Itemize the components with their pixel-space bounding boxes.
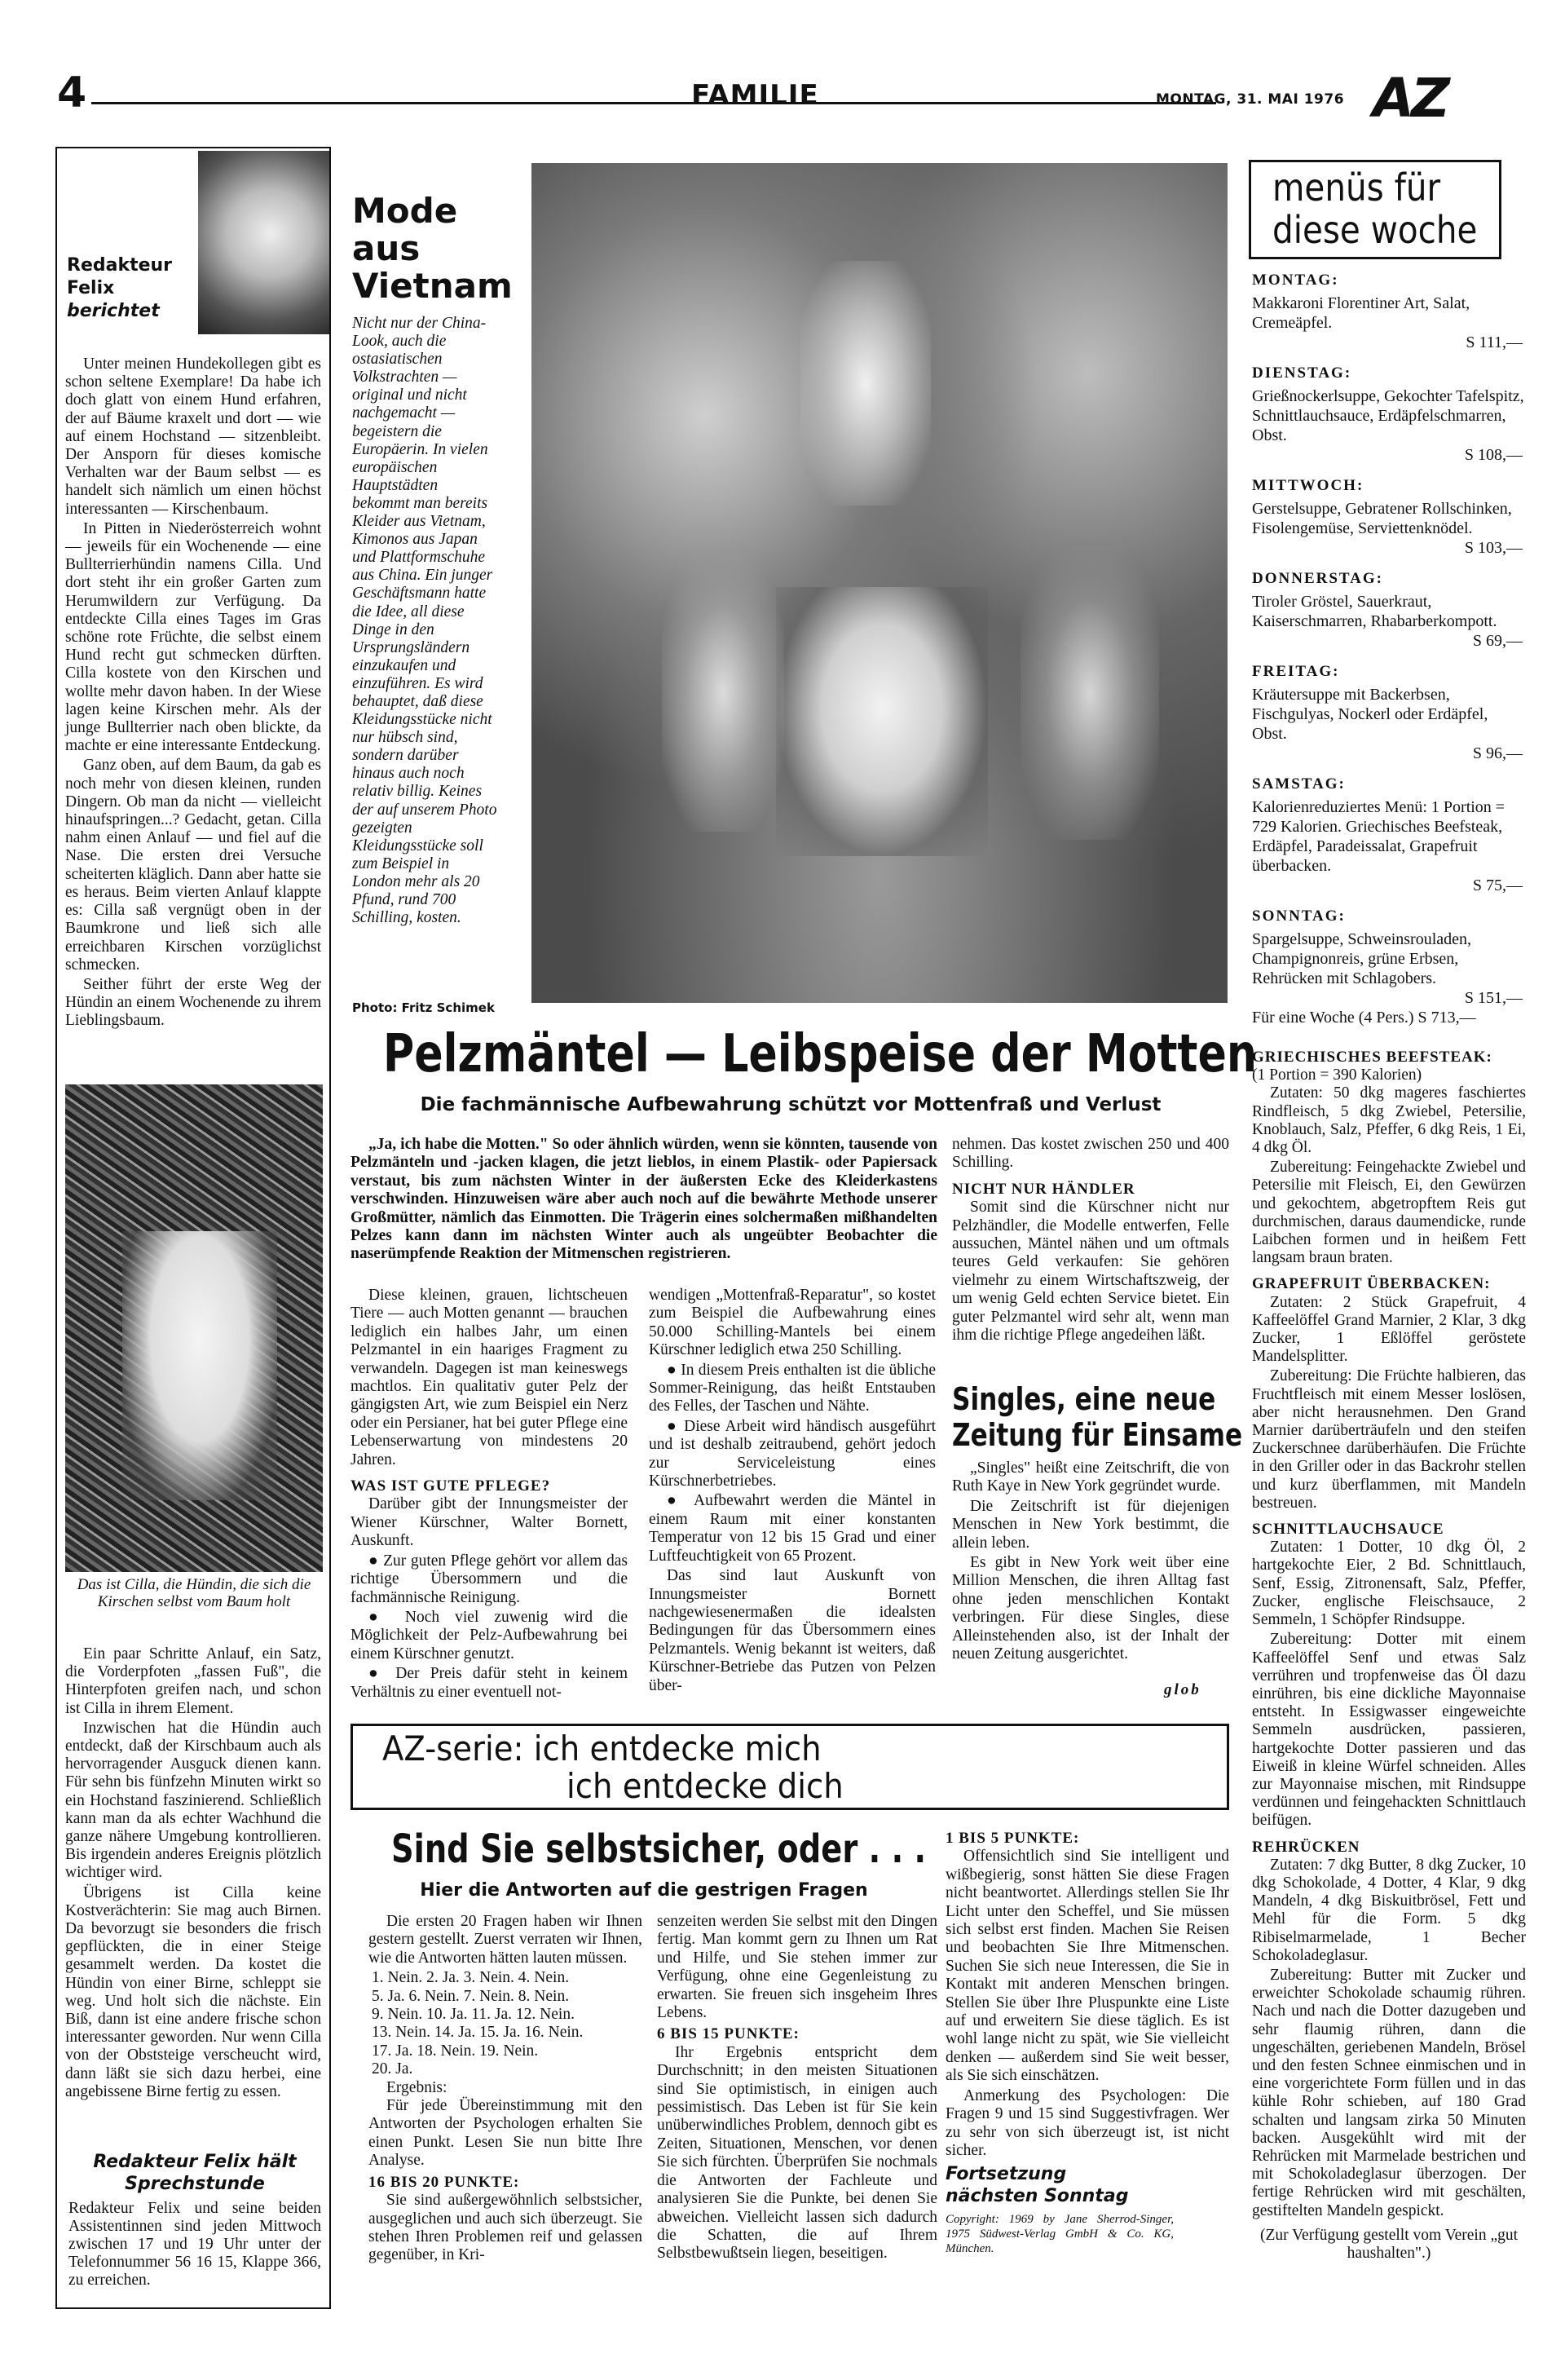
- serie-headline: Sind Sie selbstsicher, oder . . .: [391, 1826, 927, 1872]
- serie-label-6-15: 6 BIS 15 PUNKTE:: [657, 2025, 800, 2043]
- mode-headline-line-3: Vietnam: [352, 266, 513, 306]
- recipe: [1252, 1521, 1526, 1830]
- pelz-bullet: ● Diese Arbeit wird händisch ausgeführt und ist deshalb zeitraubend, gehört jedoch zur Serviceleistung eines Kürschnerbetriebes.: [649, 1418, 936, 1491]
- pelz-bullet: ● In diesem Preis enthalten ist die übliche Sommer-Reinigung, das heißt Entstauben des Felles, der Taschen und Nähte.: [649, 1362, 936, 1416]
- menu-dish: Kalorienreduziertes Menü: 1 Portion = 729 Kalorien. Griechisches Beefsteak, Erdäpfel, Paradeissalat, Grapefruit überbacken.: [1252, 798, 1505, 875]
- section-title: FAMILIE: [691, 79, 819, 112]
- serie-paragraph: Ihr Ergebnis entspricht dem Durchschnitt; in den meisten Situationen sind Sie optimistisch, in einigen auch pessimistisch. Das Leben ist für Sie kein unüberwindliches Problem, dennoch gibt es Zeiten, Situationen, Menschen, vor denen Sie sich fürchten. Überprüfen Sie nochmals die Antworten der Fachleute und analysieren Sie die Punkte, bei denen Sie abweichen. Vielleicht lassen sich dadurch die Schatten, die auf Ihrem Selbstbewußtsein liegen, beseitigen.: [657, 2043, 937, 2263]
- menu-day: [1252, 907, 1526, 1008]
- sprechstunde-text: Redakteur Felix und seine beiden Assistentinnen sind jeden Mittwoch zwischen 17 und 19 Uhr unter der Telefonnummer 56 16 15, Klappe 366, zu erreichen.: [68, 2200, 321, 2289]
- serie-answer-line: 20. Ja.: [372, 2060, 413, 2078]
- serie-paragraph: Offensichtlich sind Sie intelligent und wißbegierig, sonst hätten Sie diese Fragen nicht beantwortet. Allerdings stellen Sie Ihr Licht unter den Scheffel, und Sie müssen sich selbst erst finden. Machen Sie Reisen und beobachten Sie Ihre Mitmenschen. Suchen Sie sich neue Interessen, die Sie in Kontakt mit anderen Menschen bringen. Stellen Sie über Ihre Pluspunkte eine Liste auf und erweitern Sie diese täglich. Es ist wohl lange nicht zu spät, wie Sie vielleicht denken — außerdem sind Sie weit besser, als Sie sich einschätzen.: [946, 1848, 1229, 2085]
- header-rule: [91, 102, 1216, 104]
- pelz-paragraph: Das sind laut Auskunft von Innungsmeister Bornett nachgewiesenermaßen die idealsten Bedingungen für das Übersommern eines Pelzmantels. Wenig bekannt ist weiters, daß Kürschner-Betriebe das Putzen von Pelzen über-: [649, 1567, 936, 1694]
- recipes-footnote: (Zur Verfügung gestellt vom Verein „gut haushalten".): [1259, 2226, 1519, 2262]
- menu-dish: Grießnockerlsuppe, Gekochter Tafelspitz, Schnittlauchsauce, Erdäpfelschmarren, Obst.: [1252, 387, 1524, 444]
- pelz-lead: „Ja, ich habe die Motten." So oder ähnlich würden, wenn sie könnten, tausende von Pelzmänteln und -jacken klagen, die jetzt lieblos, in einem Plastik- oder Papiersack verstaut, bis zum nächsten Winter in der äußersten Ecke des Kleiderkastens verschwinden. Hinzuweisen wäre aber auch noch auf die bewährte Methode unserer Großmütter, nämlich das Einmotten. Die Trägerin eines solchermaßen mißhandelten Pelzes kann dann im nächsten Winter auch als ungeübter Beobachter die naserümpfende Reaktion der Mitmenschen registrieren.: [350, 1136, 937, 1263]
- felix-paragraph: Seither führt der erste Weg der Hündin an einem Wochenende zu ihrem Lieblingsbaum.: [65, 975, 321, 1030]
- recipe-note: (1 Portion = 390 Kalorien): [1252, 1066, 1422, 1084]
- menu-price: S 96,—: [1472, 744, 1523, 762]
- recipe-title: GRAPEFRUIT ÜBERBACKEN:: [1252, 1275, 1491, 1293]
- sprechstunde-title: Redakteur Felix hält Sprechstunde: [93, 2152, 297, 2194]
- serie-label-1-5: 1 BIS 5 PUNKTE:: [946, 1830, 1080, 1847]
- singles-paragraph: „Singles" heißt eine Zeitschrift, die von Ruth Kaye in New York gegründet wurde.: [952, 1459, 1229, 1495]
- menus-title-box: [1249, 160, 1501, 259]
- pelz-paragraph: wendigen „Mottenfraß-Reparatur", so kostet zum Beispiel die Aufbewahrung eines 50.000 Schilling-Mantels bei einem Kürschner lediglich etwa 250 Schilling.: [649, 1287, 936, 1359]
- pelz-bullet: ● Aufbewahrt werden die Mäntel in einem Raum mit einer konstanten Temperatur von 12 bis 15 Grad und einer Luftfeuchtigkeit von 65 Prozent.: [649, 1492, 936, 1565]
- serie-column-2: [657, 1913, 937, 2265]
- menu-day: [1252, 476, 1526, 558]
- menu-day-label: SONNTAG:: [1252, 907, 1346, 925]
- felix-article-body: [65, 355, 321, 1032]
- recipe-zutaten: Zutaten: 50 dkg mageres faschiertes Rindfleisch, 5 dkg Zwiebel, Petersilie, Knoblauch, Salz, Pfeffer, 6 dkg Reis, 1 Ei, 4 dkg Öl.: [1252, 1084, 1526, 1157]
- menu-day: [1252, 569, 1526, 651]
- serie-answer-line: 9. Nein. 10. Ja. 11. Ja. 12. Nein.: [372, 2006, 575, 2024]
- serie-paragraph: Sie sind außergewöhnlich selbstsicher, ausgeglichen und auch sich überzeugt. Sie stehen Ihren Problemen reif und gelassen gegenüber, in Kri-: [368, 2192, 642, 2264]
- serie-answer-line: 13. Nein. 14. Ja. 15. Ja. 16. Nein.: [372, 2024, 584, 2042]
- menu-price: S 75,—: [1472, 876, 1523, 894]
- pelz-bullet: ● Noch viel zuwenig wird die Möglichkeit der Pelz-Aufbewahrung bei einem Kürschner genutzt.: [350, 1609, 628, 1663]
- recipe-title: REHRÜCKEN: [1252, 1838, 1360, 1856]
- recipe-zubereitung: Zubereitung: Feingehackte Zwiebel und Petersilie mit Fleisch, Ei, den Gewürzen und gekochtem, abgetropftem Reis gut durchmischen, daraus daumendicke, runde Laibchen formen und in heißem Fett langsam braun braten.: [1252, 1159, 1526, 1267]
- recipe-title: SCHNITTLAUCHSAUCE: [1252, 1521, 1444, 1539]
- cilla-dog-photo: [65, 1084, 323, 1572]
- recipe: [1252, 1839, 1526, 2220]
- serie-banner: [350, 1724, 1229, 1810]
- pelz-subhead-pflege: WAS IST GUTE PFLEGE?: [350, 1477, 551, 1495]
- pelz-paragraph: Somit sind die Kürschner nicht nur Pelzhändler, die Modelle entwerfen, Felle aussuchen, Mäntel nähen und um oftmals teures Geld verkaufen: Sie gehören vielmehr zu einem Wirtschaftszweig, der um wenig Geld echten Service bietet. Ein guter Pelzmantel wird sehr alt, wenn man ihm die richtige Pflege angedeihen läßt.: [952, 1199, 1229, 1345]
- menus-title-line-1: menüs für: [1272, 166, 1441, 210]
- menu-dish: Kräutersuppe mit Backerbsen, Fischgulyas, Nockerl oder Erdäpfel, Obst.: [1252, 686, 1488, 743]
- menu-dish: Spargelsuppe, Schweinsrouladen, Champignonreis, grüne Erbsen, Rehrücken mit Schlagobers.: [1252, 930, 1472, 987]
- serie-answer-line: 5. Ja. 6. Nein. 7. Nein. 8. Nein.: [372, 1987, 570, 2005]
- menu-day: [1252, 271, 1526, 352]
- menu-day-label: DONNERSTAG:: [1252, 570, 1383, 587]
- menu-day-label: FREITAG:: [1252, 663, 1340, 680]
- pelz-subhead: Die fachmännische Aufbewahrung schützt vor Mottenfraß und Verlust: [420, 1094, 1162, 1115]
- mode-article-text: Nicht nur der China-Look, auch die ostasiatischen Volkstrachten — original und nicht nachgemacht — begeistern die Europäerin. In vielen europäischen Hauptstädten bekommt man bereits Kleider aus Vietnam, Kimonos aus Japan und Plattformschuhe aus China. Ein junger Geschäftsmann hatte die Idee, all diese Dinge in den Ursprungsländern einzukaufen und einzuführen. Es wird behauptet, daß diese Kleidungsstücke nicht nur hübsch sind, sondern darüber hinaus auch noch relativ billig. Keines der auf unserem Photo gezeigten Kleidungsstücke soll zum Beispiel in London mehr als 20 Pfund, rund 700 Schilling, kosten.: [352, 315, 497, 927]
- recipe-zubereitung: Zubereitung: Dotter mit einem Kaffeelöffel Senf und etwas Salz verrühren und tropfenweise das Öl dazu einrühren, bis eine dickliche Mayonnaise entsteht. In Essigwasser eingeweichte Semmeln ausdrücken, passieren, hartgekochte Dotter passieren und das Eiweiß in kleine Würfel schneiden. Alles zur Mayonnaise mischen, mit Rindsuppe verdünnen und feingehackten Schnittlauch beifügen.: [1252, 1631, 1526, 1830]
- felix-paragraph: Unter meinen Hundekollegen gibt es schon seltene Exemplare! Da habe ich doch glatt von einem Hund erfahren, der auf Bäume kraxelt und dort — wie auf einem Hochstand — sitzenbleibt. Der Ansporn für dieses komische Verhalten war der Baum selbst — es handelt sich nämlich um einen höchst interessanten — Kirschenbaum.: [65, 355, 321, 518]
- recipe-title: GRIECHISCHES BEEFSTEAK:: [1252, 1049, 1492, 1066]
- recipe-zubereitung: Zubereitung: Butter mit Zucker und erweichter Schokolade schaumig rühren. Nach und nach die Dotter dazugeben und sehr flaumig rühren, dann die ungeschälten, geriebenen Mandeln, Brösel und den festen Schnee einmischen und in eine vorgerichtete Form füllen und in das kühle Rohr schieben, auf 180 Grad schalten und langsam zirka 50 Minuten backen. Ausgekühlt wird mit der Rehrücken mit Marmelade bestrichen und mit Schokoladeglasur überzogen. Der fertige Rehrücken wird mit geschälten, gestiftelten Mandeln gespickt.: [1252, 1966, 1526, 2219]
- felix-kicker-line-1: Redakteur: [67, 255, 173, 276]
- pelz-bullet: ● Der Preis dafür steht in keinem Verhältnis zu einer eventuell not-: [350, 1665, 628, 1702]
- mode-headline-line-1: Mode: [352, 191, 458, 231]
- felix-dog-portrait: [198, 151, 329, 334]
- menu-list: [1252, 259, 1526, 1027]
- recipes: [1252, 1049, 1526, 2264]
- menu-day-label: MONTAG:: [1252, 272, 1339, 289]
- pelz-paragraph: Diese kleinen, grauen, lichtscheuen Tiere — auch Motten genannt — brauchen lediglich ein halbes Jahr, um einen Pelzmantel in ein haariges Fragment zu verwandeln. Dagegen ist man keineswegs machtlos. Ein qualitativ guter Pelz der gängigsten Art, wie zum Beispiel ein Nerz oder ein Persianer, hat bei guter Pflege eine Lebenserwartung von mindestens 20 Jahren.: [350, 1287, 628, 1468]
- felix-kicker-line-2: Felix: [67, 278, 115, 298]
- felix-article-body-2: [65, 1645, 321, 2103]
- menu-day-label: SAMSTAG:: [1252, 775, 1346, 793]
- serie-answer-line: 17. Ja. 18. Nein. 19. Nein.: [372, 2042, 539, 2060]
- menu-price: S 151,—: [1464, 989, 1523, 1007]
- pelz-paragraph: Darüber gibt der Innungsmeister der Wiener Kürschner, Walter Bornett, Auskunft.: [350, 1495, 628, 1550]
- serie-ergebnis-label: Ergebnis:: [386, 2078, 447, 2096]
- menu-day: [1252, 662, 1526, 763]
- serie-fortsetzung: Fortsetzung nächsten Sonntag: [946, 2164, 1129, 2207]
- serie-paragraph: Die ersten 20 Fragen haben wir Ihnen gestern gestellt. Zuerst verraten wir Ihnen, wie die Antworten hätten lauten müssen.: [368, 1913, 642, 1967]
- pelz-column-1: [350, 1287, 628, 1703]
- pelz-column-3: [952, 1136, 1229, 1346]
- menu-price: S 103,—: [1464, 539, 1523, 557]
- recipe-zutaten: Zutaten: 7 dkg Butter, 8 dkg Zucker, 10 dkg Schokolade, 4 Dotter, 4 Klar, 9 dkg Mandeln, 4 dkg Biskuitbrösel, Fett und Mehl für die Form. 5 dkg Ribiselmarmelade, 1 Becher Schokoladeglasur.: [1252, 1856, 1526, 1964]
- menu-day: [1252, 775, 1526, 895]
- menus-title-line-2: diese woche: [1272, 208, 1478, 252]
- serie-banner-line-2: ich entdecke dich: [566, 1766, 844, 1806]
- menu-dish: Tiroler Gröstel, Sauerkraut, Kaiserschmarren, Rhabarberkompott.: [1252, 593, 1497, 630]
- serie-paragraph: Anmerkung des Psychologen: Die Fragen 9 und 15 sind Suggestivfragen. Wer zu sehr von sich überzeugt ist, ist nicht sicher.: [946, 2086, 1229, 2159]
- menu-price: S 108,—: [1464, 446, 1523, 464]
- felix-paragraph: Ein paar Schritte Anlauf, ein Satz, die Vorderpfoten „fassen Fuß", die Hinterpfoten greifen nach, und schon ist Cilla in ihrem Element.: [65, 1645, 321, 1717]
- mode-headline-line-2: aus: [352, 228, 421, 268]
- felix-paragraph: Ganz oben, auf dem Baum, da gab es noch mehr von diesen kleinen, runden Dingern. Ob man da nicht — vielleicht hinaufspringen...? Gedacht, getan. Cilla nahm einen Anlauf — und fiel auf die Nase. Die ersten drei Versuche scheiterten kläglich. Dann aber hatte sie es heraus. Beim vierten Anlauf klappte es: Cilla saß vergnügt oben in der Baumkrone und ließ sich alle erreichbaren Kirschen vorzüglichst schmecken.: [65, 757, 321, 974]
- menu-dish: Makkaroni Florentiner Art, Salat, Cremeäpfel.: [1252, 294, 1470, 332]
- serie-paragraph: senzeiten werden Sie selbst mit den Dingen fertig. Man kommt gern zu Ihnen um Rat und Hilfe, und Sie stehen immer zur Verfügung, ohne eine Gegenleistung zu erwarten. Sie freuen sich insgeheim Ihres Lebens.: [657, 1913, 937, 2022]
- pelz-headline: Pelzmäntel — Leibspeise der Motten: [383, 1024, 1257, 1084]
- felix-paragraph: Inzwischen hat die Hündin auch entdeckt, daß der Kirschbaum auch als hervorragender Ausguck dienen kann. Für sehn bis fünfzehn Minuten wirkt so ein Hochstand faszinierend. Schließlich kann man da als echter Wachhund die ganze nähere Umgebung kontrollieren. Bis irgendein anderes Ereignis plötzlich wichtiger wird.: [65, 1719, 321, 1882]
- mode-headline: [352, 192, 513, 305]
- recipe-zutaten: Zutaten: 1 Dotter, 10 dkg Öl, 2 hartgekochte Eier, 2 Bd. Schnittlauch, Senf, Essig, Zitronensaft, Salz, Pfeffer, Zucker, englische Fleischsauce, 2 Semmeln, 1 Schöpfer Rindsuppe.: [1252, 1539, 1526, 1629]
- serie-subhead: Hier die Antworten auf die gestrigen Fragen: [420, 1880, 868, 1901]
- recipe-zubereitung: Zubereitung: Die Früchte halbieren, das Fruchtfleisch mit einem Messer loslösen, aber nicht herausnehmen. Den Grand Marnier darüberträufeln und den steifen Zuckerschnee darüberhäufen. Die Früchte in den Griller oder in das Backrohr stellen und kurz überflammen, mit Mandeln bestreuen.: [1252, 1367, 1526, 1512]
- vietnam-fashion-photo: [531, 163, 1228, 1003]
- menu-price: S 69,—: [1472, 632, 1523, 650]
- pelz-paragraph: nehmen. Das kostet zwischen 250 und 400 Schilling.: [952, 1136, 1229, 1172]
- pelz-bullet: ● Zur guten Pflege gehört vor allem das richtige Übersommern und die fachmännische Reinigung.: [350, 1552, 628, 1607]
- serie-copyright: Copyright: 1969 by Jane Sherrod-Singer, 1975 Südwest-Verlag GmbH & Co. KG, München.: [946, 2213, 1174, 2256]
- menu-dish: Gerstelsuppe, Gebratener Rollschinken, Fisolengemüse, Serviettenknödel.: [1252, 500, 1512, 537]
- serie-paragraph: Für jede Übereinstimmung mit den Antworten der Psychologen erhalten Sie einen Punkt. Lesen Sie nun bitte Ihre Analyse.: [368, 2097, 642, 2170]
- serie-banner-line-1: AZ-serie: ich entdecke mich: [382, 1729, 822, 1768]
- serie-label-16-20: 16 BIS 20 PUNKTE:: [368, 2173, 520, 2191]
- recipe: [1252, 1049, 1526, 1267]
- page-number: 4: [57, 68, 87, 117]
- serie-answer-line: 1. Nein. 2. Ja. 3. Nein. 4. Nein.: [372, 1969, 570, 1987]
- felix-kicker: [67, 254, 172, 323]
- singles-byline: glob: [1164, 1681, 1201, 1698]
- pelz-subhead-haendler: NICHT NUR HÄNDLER: [952, 1180, 1135, 1198]
- photo-credit: Photo: Fritz Schimek: [352, 1000, 495, 1015]
- singles-paragraph: Es gibt in New York weit über eine Million Menschen, die ihren Alltag fast ohne jeden menschlichen Kontakt verbringen. Für diese Singles, diese Alleinstehenden also, ist der Inhalt der neuen Zeitung ausgerichtet.: [952, 1554, 1229, 1663]
- menu-day-label: MITTWOCH:: [1252, 477, 1364, 494]
- recipe: [1252, 1275, 1526, 1512]
- singles-headline-line-2: Zeitung für Einsame: [952, 1417, 1243, 1453]
- menu-price: S 111,—: [1466, 333, 1523, 351]
- singles-headline-line-1: Singles, eine neue: [952, 1381, 1216, 1417]
- menu-week-total: Für eine Woche (4 Pers.) S 713,—: [1252, 1009, 1476, 1027]
- serie-answers: [368, 1969, 642, 2078]
- serie-column-1: [368, 1913, 642, 2267]
- singles-paragraph: Die Zeitschrift ist für diejenigen Menschen in New York bestimmt, die allein leben.: [952, 1497, 1229, 1552]
- az-logo: AZ: [1373, 67, 1447, 130]
- menu-day-label: DIENSTAG:: [1252, 364, 1352, 382]
- singles-body: [952, 1459, 1229, 1665]
- recipe-zutaten: Zutaten: 2 Stück Grapefruit, 4 Kaffeelöffel Grand Marnier, 2 Klar, 3 dkg Zucker, 1 Eßlöffel geröstete Mandelsplitter.: [1252, 1293, 1526, 1366]
- pelz-column-2: [649, 1287, 936, 1697]
- menu-day: [1252, 364, 1526, 465]
- serie-column-3: [946, 1830, 1229, 2258]
- felix-paragraph: In Pitten in Niederösterreich wohnt — jeweils für ein Wochenende — eine Bullterrierhündin namens Cilla. Und dort steht ihr ein großer Garten zum Herumwildern zur Verfügung. Da entdeckte Cilla eines Tages im Gras schöne rote Früchte, die selbst einem Hund recht gut schmecken dürften. Cilla kostete von den Kirschen und wollte mehr davon haben. In der Wiese lagen keine Kirschen mehr. Als der junge Bullterrier nach oben blickte, da machte er eine interessante Entdeckung.: [65, 519, 321, 755]
- issue-date: MONTAG, 31. MAI 1976: [1156, 91, 1345, 108]
- felix-paragraph: Übrigens ist Cilla keine Kostverächterin: Sie mag auch Birnen. Da bevorzugt sie besonders die frisch gepflückten, die in einer Steige gesammelt werden. Da kostet die Hündin von einer Birne, schleppt sie weg. Und holt sich die nächste. Ein Biß, dann ist eine andere frische schon interessanter geworden. Nur wenn Cilla von der Obststeige verscheucht wird, dann läßt sie sich dazu herbei, eine angebissene Birne fertig zu essen.: [65, 1883, 321, 2100]
- cilla-caption: Das ist Cilla, die Hündin, die sich die Kirschen selbst vom Baum holt: [77, 1576, 311, 1610]
- singles-headline: [952, 1381, 1242, 1453]
- felix-kicker-line-3: berichtet: [67, 301, 160, 321]
